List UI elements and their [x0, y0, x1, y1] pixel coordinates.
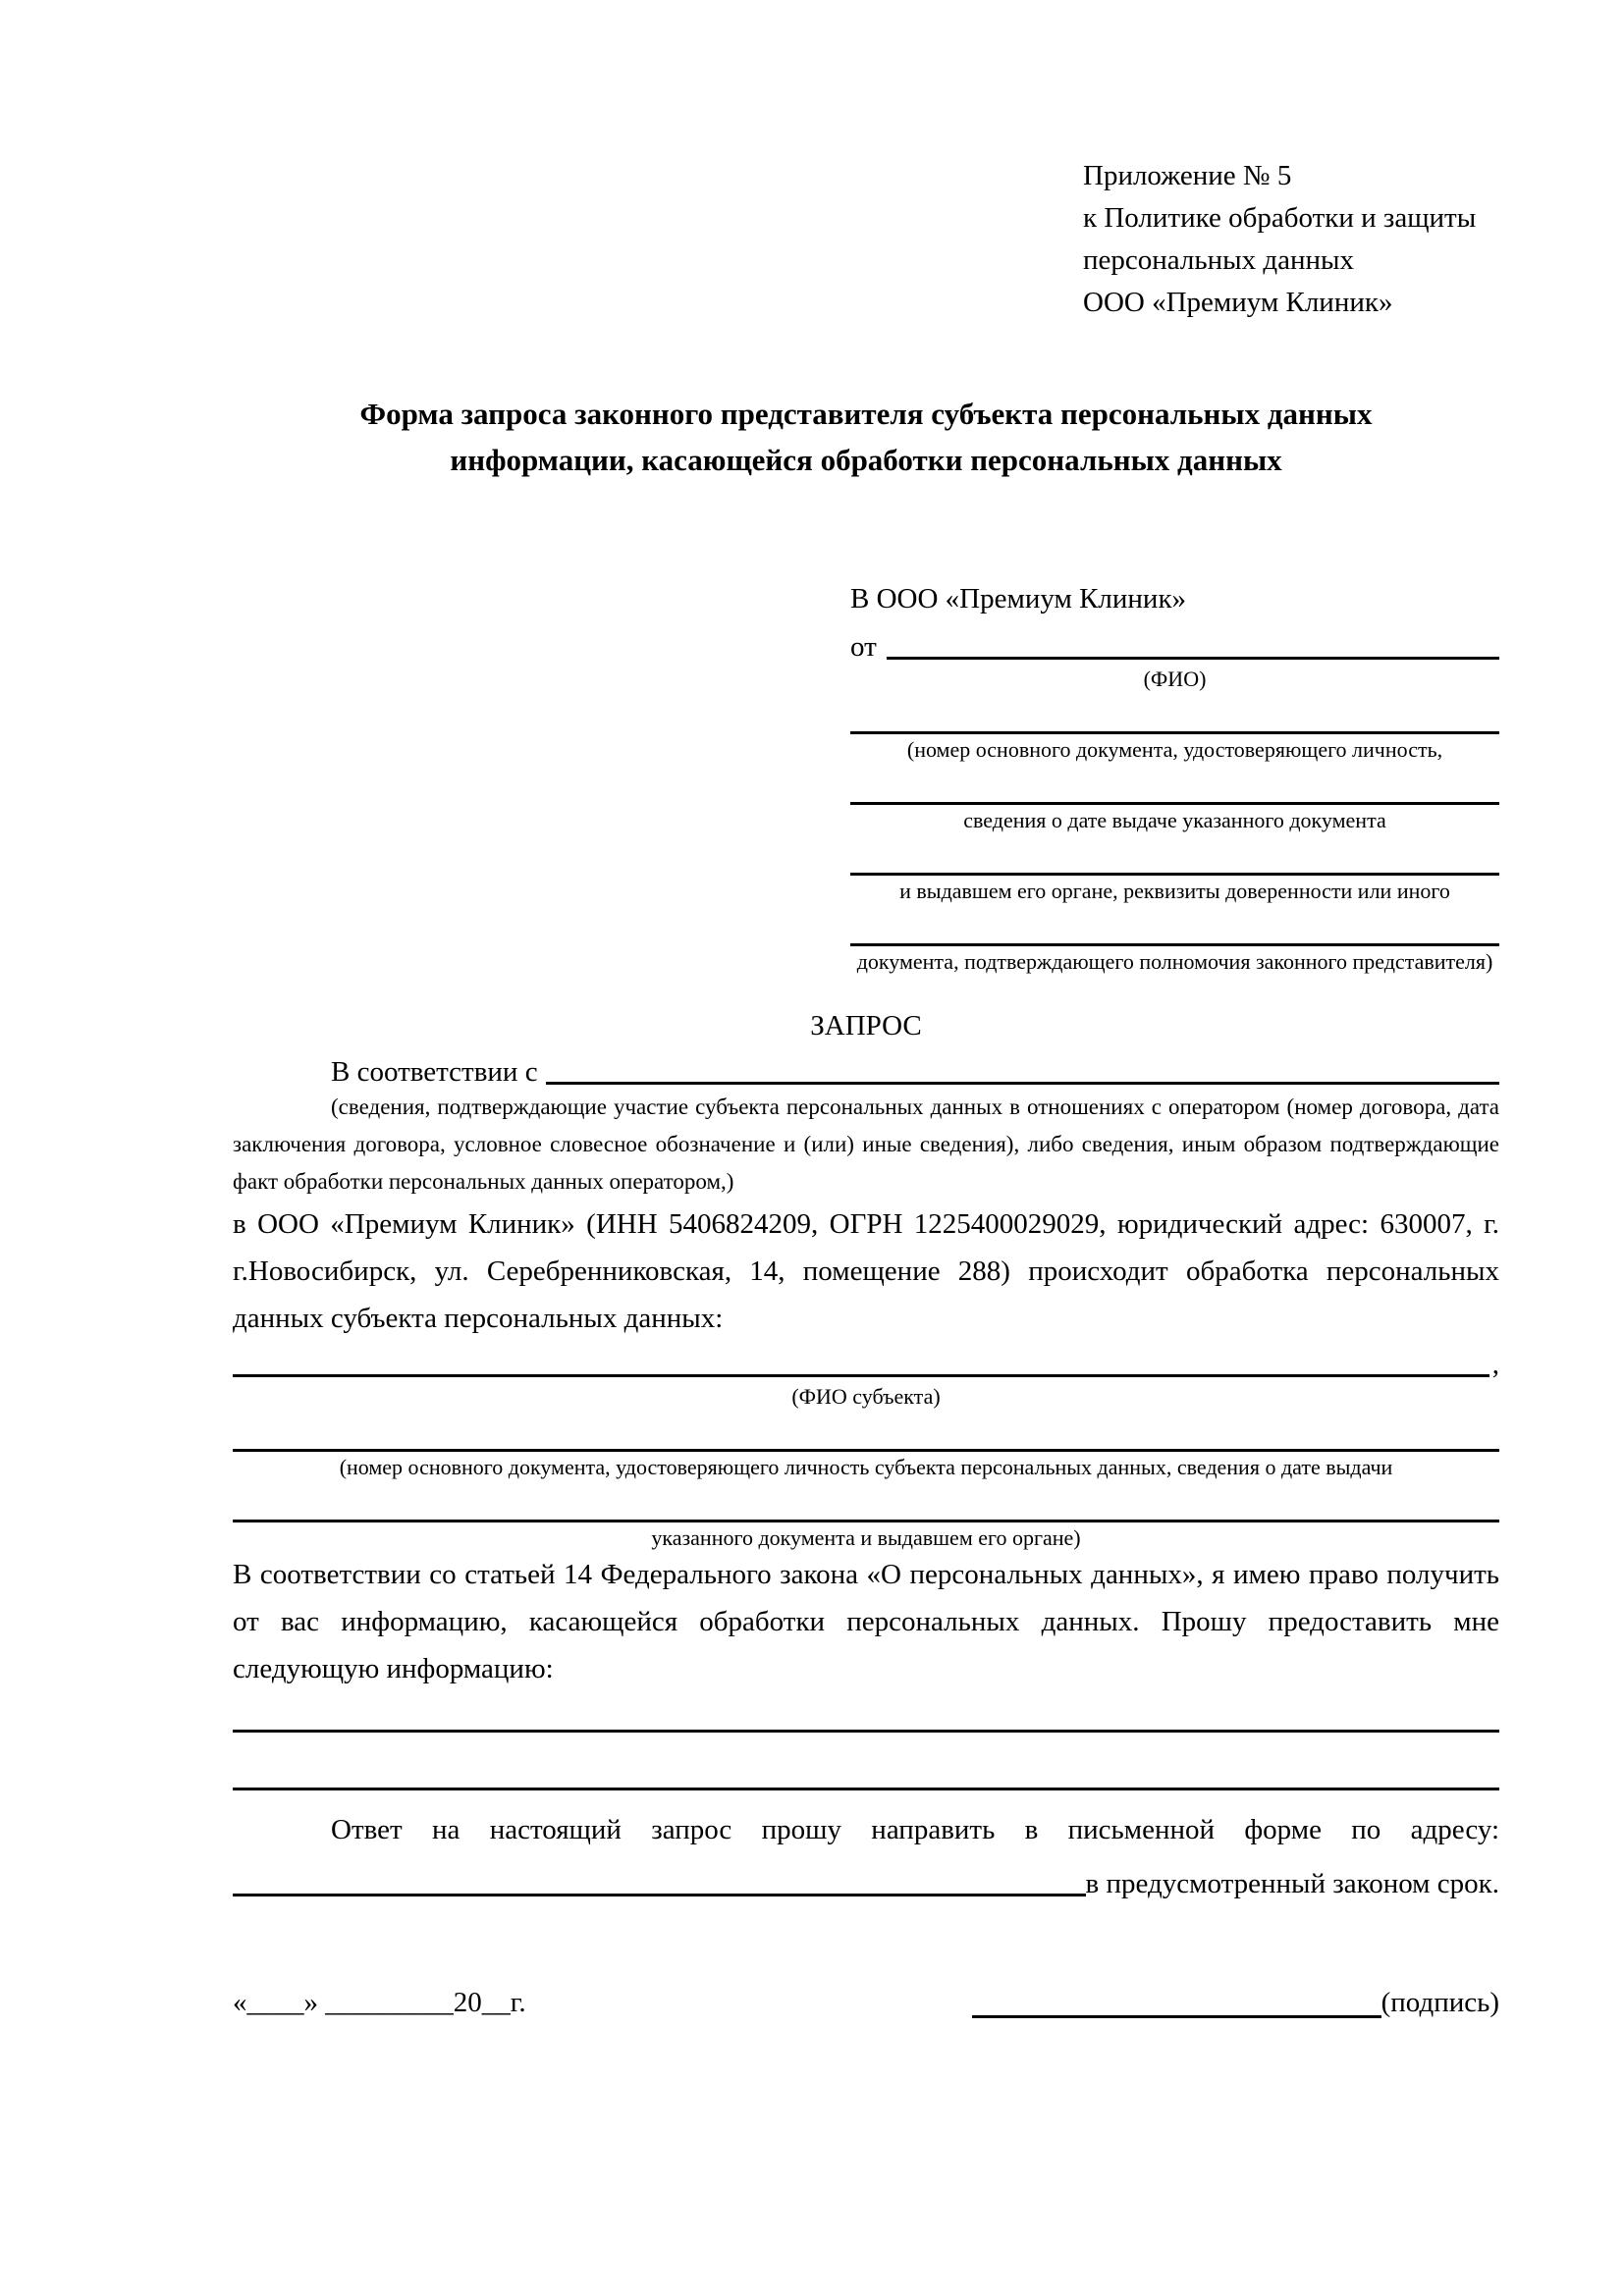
- appendix-number-line: Приложение № 5: [1083, 160, 1292, 191]
- fine-print-caption: (сведения, подтверждающие участие субъекта персональных данных в отношениях с оператором (номер договора, дата заключения договора, условное словесное обозначение и (или) иные сведения), либо сведения, иным образом подтверждающие факт обработки персональных данных оператором,): [233, 1095, 1499, 1194]
- signature-group: [972, 1983, 1499, 2022]
- header-appendix-block: [1083, 155, 1499, 324]
- representative-doc-field-group-1: [850, 692, 1499, 763]
- appendix-company-line: ООО «Премиум Клиник»: [1083, 287, 1393, 318]
- law-paragraph: В соответствии со статьей 14 Федерального закона «О персональных данных», я имею право получить от вас информацию, касающейся обработки персональных данных. Прошу предоставить мне следующую информацию:: [233, 1559, 1499, 1684]
- comma-text: ,: [1491, 1349, 1499, 1380]
- addressee-block: [850, 577, 1499, 975]
- representative-doc-field-group-3: [850, 833, 1499, 904]
- representative-doc-field-group-2: [850, 763, 1499, 833]
- document-title-line-1: Форма запроса законного представителя субъекта персональных данных: [359, 397, 1373, 431]
- request-heading: ЗАПРОС: [810, 1010, 922, 1041]
- signature-field-line[interactable]: [972, 2015, 1381, 2018]
- appendix-policy-line: к Политике обработки и защиты: [1083, 202, 1477, 234]
- subject-fio-field-line[interactable]: [233, 1374, 1489, 1377]
- representative-doc-caption-1: (номер основного документа, удостоверяющего личность,: [906, 737, 1443, 762]
- representative-doc-field-line-2[interactable]: [850, 763, 1499, 805]
- answer-paragraph: Ответ на настоящий запрос прошу направить в письменной форме по адресу:: [331, 1814, 1499, 1845]
- subject-doc-field-line-2[interactable]: [233, 1480, 1499, 1522]
- representative-doc-caption-4: документа, подтверждающего полномочия законного представителя): [856, 949, 1493, 974]
- subject-doc-caption-1: (номер основного документа, удостоверяющего личность субъекта персональных данных, сведения о дате выдачи: [339, 1455, 1393, 1479]
- subject-fio-row: [233, 1342, 1499, 1381]
- document-title-line-2: информации, касающейся обработки персональных данных: [450, 443, 1282, 477]
- addressee-to: В ООО «Премиум Клиник»: [850, 583, 1187, 614]
- answer-address-field-line[interactable]: [233, 1894, 1086, 1896]
- requested-info-field-line-2[interactable]: [233, 1733, 1499, 1790]
- representative-doc-field-line-1[interactable]: [850, 692, 1499, 734]
- operator-paragraph: в ООО «Премиум Клиник» (ИНН 5406824209, ОГРН 1225400029029, юридический адрес: 630007, г. г.Новосибирск, ул. Серебренниковская, 14, помещение 288) происходит обработка персональных данных субъекта персональных данных:: [233, 1208, 1499, 1334]
- from-row: [850, 620, 1499, 664]
- appendix-policy-line-2: персональных данных: [1083, 244, 1355, 276]
- from-fio-field-line[interactable]: [887, 657, 1499, 660]
- from-label: от: [850, 631, 877, 663]
- answer-address-row: [233, 1853, 1499, 1900]
- accordance-label: В соответствии с: [331, 1056, 538, 1088]
- requested-info-field-line-1[interactable]: [233, 1692, 1499, 1733]
- subject-fio-caption: (ФИО субъекта): [791, 1384, 941, 1409]
- subject-doc-caption-2: указанного документа и выдавшем его органе): [651, 1525, 1081, 1550]
- representative-doc-field-group-4: [850, 904, 1499, 975]
- representative-doc-field-line-4[interactable]: [850, 904, 1499, 946]
- date-signature-row: [233, 1983, 1499, 2022]
- representative-doc-field-line-3[interactable]: [850, 833, 1499, 876]
- accordance-basis-field-line[interactable]: [546, 1082, 1499, 1085]
- representative-doc-caption-3: и выдавшем его органе, реквизиты доверенности или иного: [899, 879, 1450, 903]
- subject-doc-field-line-1[interactable]: [233, 1410, 1499, 1452]
- date-field[interactable]: «____» _________20__г.: [233, 1987, 526, 2018]
- document-title: [233, 391, 1499, 483]
- representative-doc-caption-2: сведения о дате выдаче указанного документа: [963, 808, 1386, 832]
- fio-caption: (ФИО): [1143, 667, 1207, 691]
- accordance-row: [233, 1045, 1499, 1089]
- answer-tail-text: в предусмотренный законом срок.: [1085, 1868, 1499, 1899]
- signature-caption: (подпись): [1380, 1987, 1499, 2018]
